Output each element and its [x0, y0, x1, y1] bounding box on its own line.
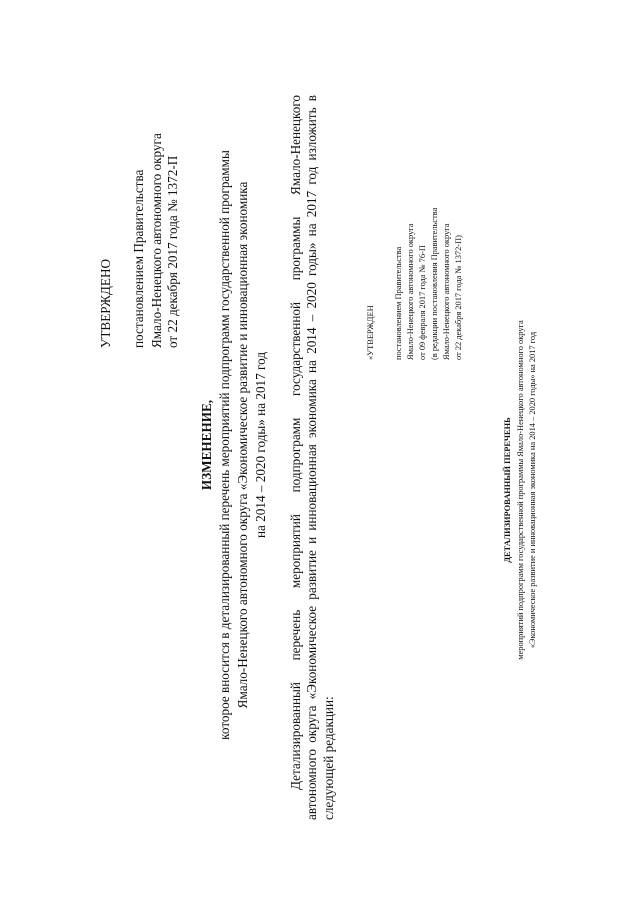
approval-small-line-5: Ямало-Ненецкого автономного округа — [442, 223, 451, 360]
approval-small-line-6: от 22 декабря 2017 года № 1372-П) — [454, 235, 463, 360]
body-line-3: следующей редакции: — [321, 696, 336, 820]
change-title: ИЗМЕНЕНИЕ, — [199, 399, 214, 491]
approval-small-line-2: Ямало-Ненецкого автономного округа — [406, 223, 415, 360]
approval-small-line-3: от 09 февраля 2017 года № 76-П — [418, 245, 427, 360]
approval-line-3: от 22 декабря 2017 года № 1372-П — [165, 155, 180, 348]
approval-line-1: постановлением Правительства — [131, 169, 146, 348]
change-line-2: Ямало-Ненецкого автономного округа «Экономическое развитие и инновационная экономика — [235, 181, 250, 709]
approval-small-line-4: (в редакции постановления Правительства — [430, 207, 439, 360]
change-line-3: на 2014 – 2020 годы» на 2017 год — [253, 351, 268, 539]
change-line-1: которое вносится в детализированный перечень мероприятий подпрограмм государственной программы — [217, 150, 232, 740]
approval-small-line-1: постановлением Правительства — [394, 246, 403, 360]
body-line-1: Детализированный перечень мероприятий подпрограмм государственной программы Ямало-Ненецкого — [288, 95, 303, 790]
detailed-list-line-1: мероприятий подпрограмм государственной программы Ямало-Ненецкого автономного округа — [516, 320, 525, 660]
body-line-2: автономного округа «Экономическое развитие и инновационная экономика на 2014 – 2020 годы» на 2017 год изложить в — [304, 95, 319, 820]
detailed-list-line-2: «Экономическое развитие и инновационная экономика на 2014 – 2020 годы» на 2017 год — [528, 331, 537, 649]
approval-heading: УТВЕРЖДЕНО — [98, 258, 113, 348]
approval-small-heading: «УТВЕРЖДЕН — [366, 305, 375, 360]
detailed-list-title: ДЕТАЛИЗИРОВАННЫЙ ПЕРЕЧЕНЬ — [503, 417, 512, 563]
approval-line-2: Ямало-Ненецкого автономного округа — [149, 133, 164, 348]
